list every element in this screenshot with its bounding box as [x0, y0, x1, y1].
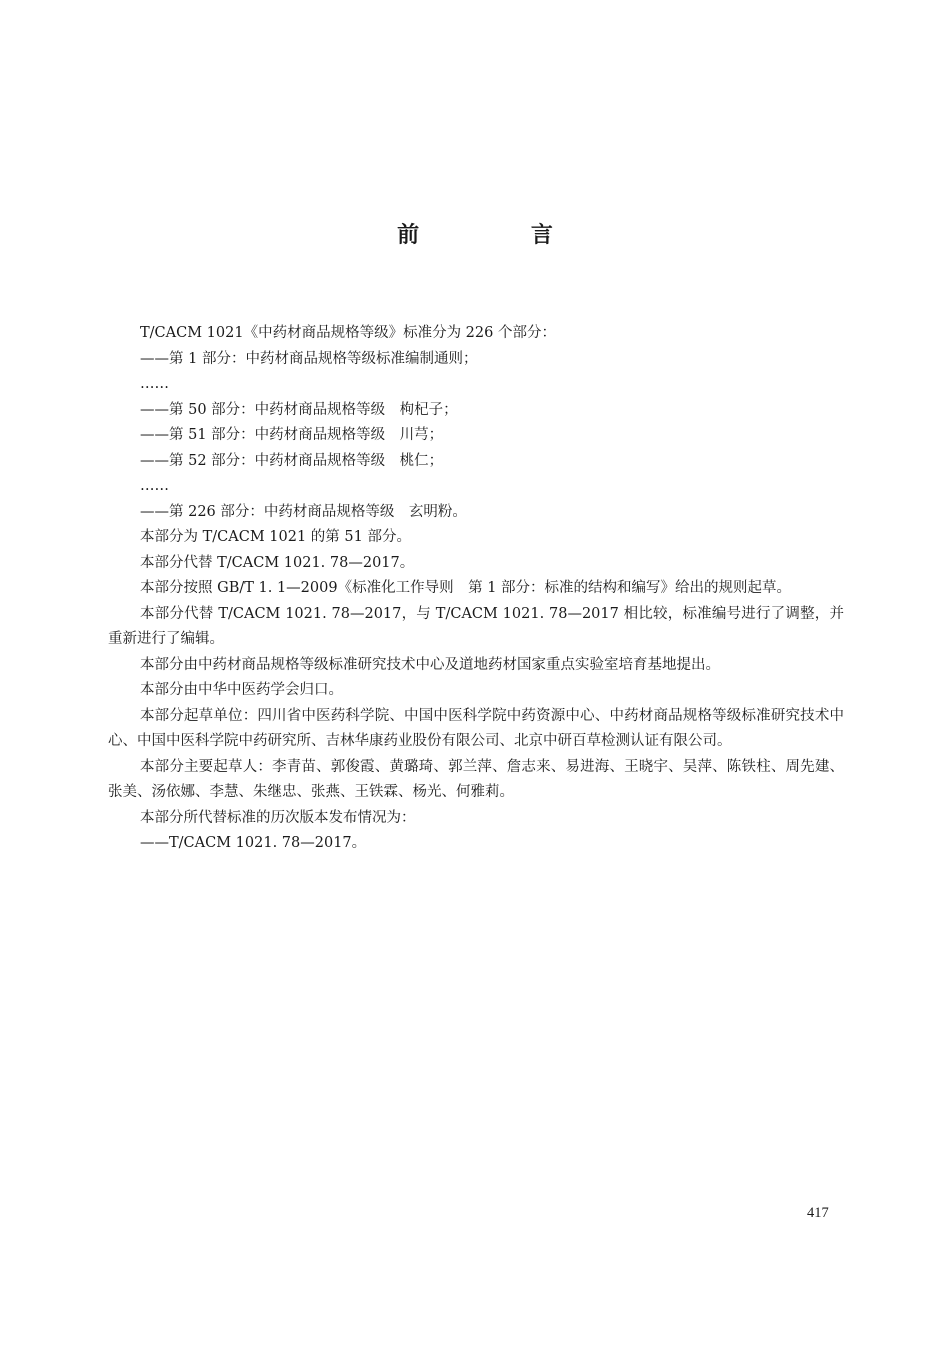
paragraph: T/CACM 1021《中药材商品规格等级》标准分为 226 个部分：	[140, 325, 556, 341]
paragraph: 本部分按照 GB/T 1. 1—2009《标准化工作导则 第 1 部分：标准的结构和编写》给出的规则起草。	[140, 580, 792, 596]
page-number: 417	[807, 1205, 829, 1221]
ellipsis: ……	[140, 478, 169, 494]
paragraph: 本部分所代替标准的历次版本发布情况为：	[140, 809, 416, 826]
paragraph: 本部分代替 T/CACM 1021. 78—2017。	[140, 554, 415, 571]
paragraph: 本部分为 T/CACM 1021 的第 51 部分。	[140, 529, 411, 545]
paragraph: 本部分起草单位：四川省中医药科学院、中国中医科学院中药资源中心、中药材商品规格等级标准研究技术中心、中国中医科学院中药研究所、吉林华康药业股份有限公司、北京中研百草检测认证有限公司。	[108, 707, 844, 749]
list-item: ——第 50 部分：中药材商品规格等级 枸杞子；	[140, 401, 458, 418]
paragraph: 本部分由中药材商品规格等级标准研究技术中心及道地药材国家重点实验室培育基地提出。	[140, 656, 720, 673]
paragraph: 本部分代替 T/CACM 1021. 78—2017，与 T/CACM 1021. 78—2017 相比较，标准编号进行了调整，并重新进行了编辑。	[108, 605, 844, 647]
page-title: 前 言	[397, 223, 605, 248]
ellipsis: ……	[140, 376, 169, 392]
list-item: ——第 1 部分：中药材商品规格等级标准编制通则；	[140, 350, 478, 367]
foreword-body	[108, 321, 844, 857]
list-item: ——第 52 部分：中药材商品规格等级 桃仁；	[140, 452, 444, 469]
list-item: ——第 226 部分：中药材商品规格等级 玄明粉。	[140, 503, 467, 520]
list-item: ——第 51 部分：中药材商品规格等级 川芎；	[140, 427, 444, 443]
paragraph: 本部分由中华中医药学会归口。	[140, 682, 343, 698]
paragraph: 本部分主要起草人：李青苗、郭俊霞、黄璐琦、郭兰萍、詹志来、易进海、王晓宇、吴萍、陈铁柱、周先建、张美、汤依娜、李慧、朱继忠、张燕、王铁霖、杨光、何雅莉。	[108, 758, 844, 800]
list-item: ——T/CACM 1021. 78—2017。	[140, 835, 367, 851]
